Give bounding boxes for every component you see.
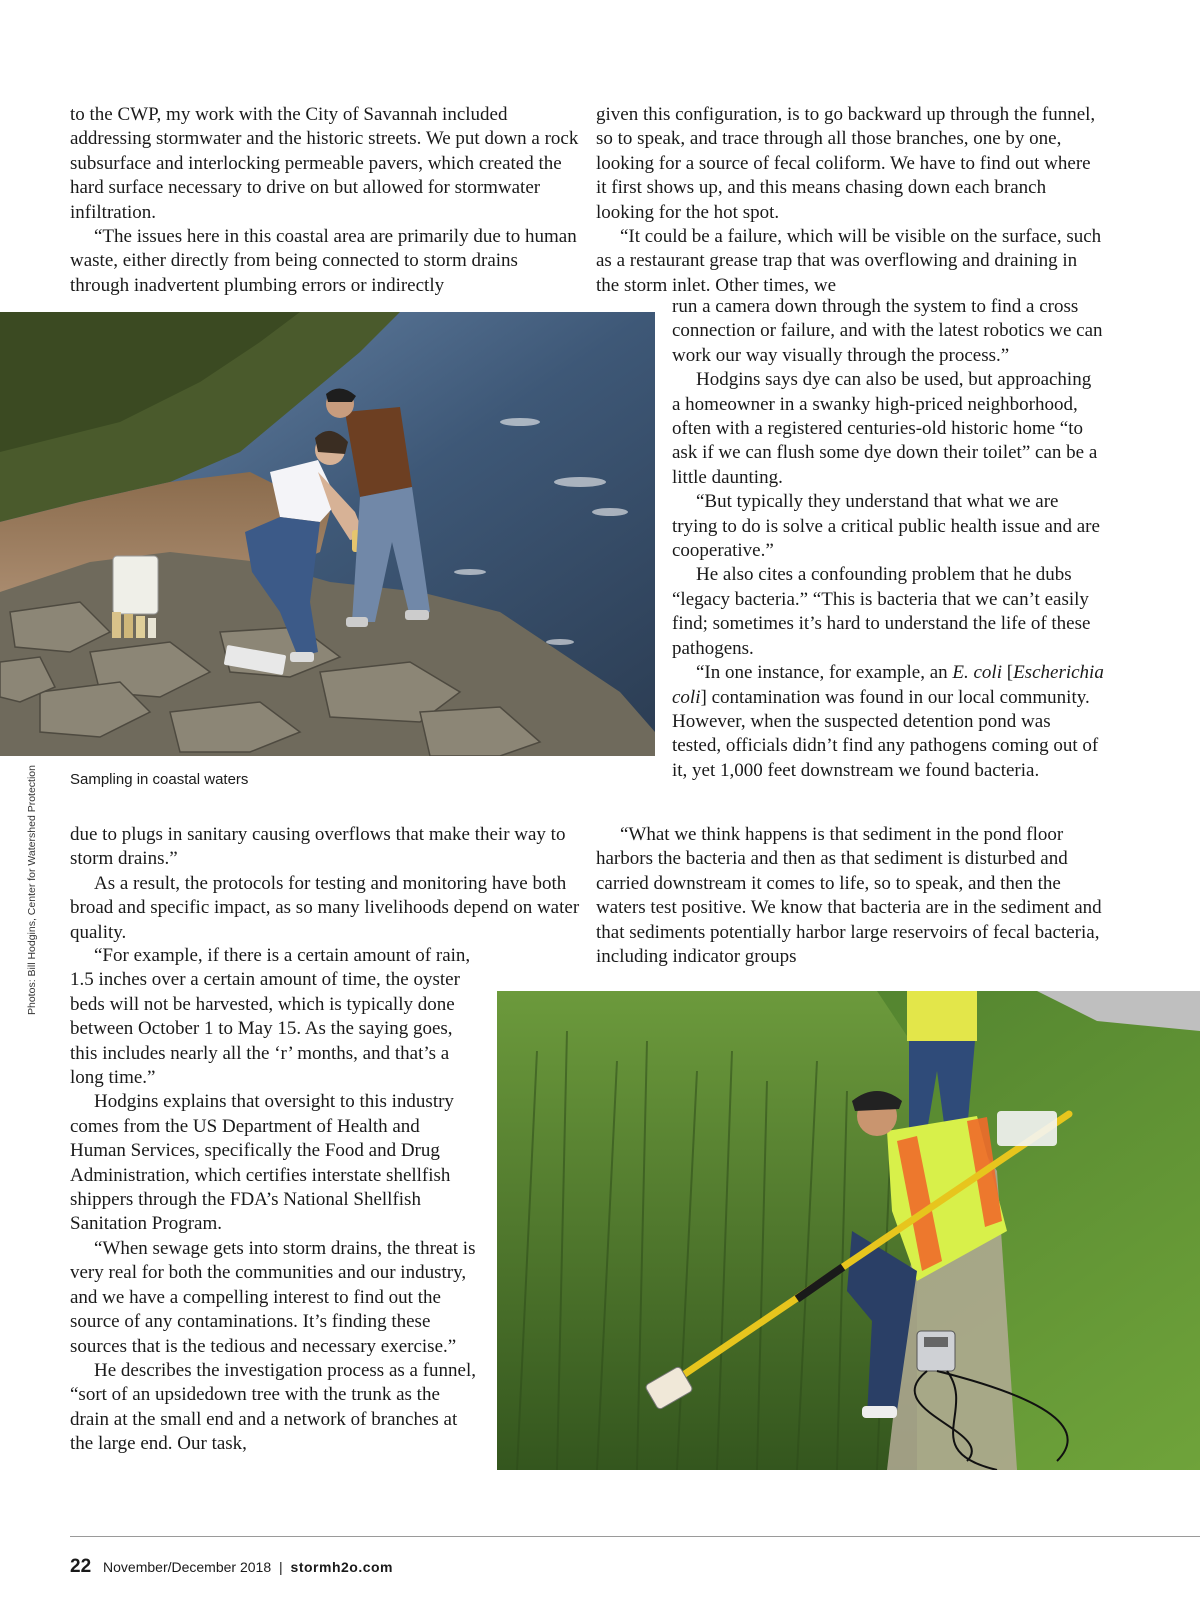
photo-credit: Photos: Bill Hodgins, Center for Watershed Protection xyxy=(26,765,38,1015)
footer-rule xyxy=(70,1536,1200,1537)
paragraph: “For example, if there is a certain amount of rain, 1.5 inches over a certain amount of time, the oyster beds will not be harvested, which is typically done between October 1 to May 15. As the saying goes, this includes nearly all the ‘r’ months, and that’s a long time.” xyxy=(70,945,471,1089)
e-coli-italic: E. coli xyxy=(952,662,1002,684)
issue-date: November/December 2018 xyxy=(103,1559,272,1575)
paragraph: Hodgins explains that oversight to this industry comes from the US Department of Health and Human Services, specifically the Food and Drug Administration, which certifies interstate shellfish shippers through the FDA’s National Shellfish Sanitation Program. xyxy=(70,1091,454,1235)
stormwater-sampling-photo xyxy=(497,991,1200,1470)
column-1-top xyxy=(70,103,580,298)
paragraph: Hodgins says dye can also be used, but approaching a homeowner in a swanky high-priced neighborhood, often with a registered centuries-old historic home “to ask if we can flush some dye down their toilet” can be a little daunting. xyxy=(672,369,1098,488)
paragraph: “It could be a failure, which will be visible on the surface, such as a restaurant grease trap that was overflowing and draining in the storm inlet. Other times, we xyxy=(596,226,1102,296)
column-2-top xyxy=(596,103,1102,298)
column-1-bottom xyxy=(70,823,580,945)
paragraph: run a camera down through the system to find a cross connection or failure, and with the latest robotics we can work our way visually through the process.” xyxy=(672,296,1103,366)
coastal-sampling-photo xyxy=(0,312,655,756)
escherichia-italic: Escherichia coli xyxy=(672,662,1104,708)
paragraph: As a result, the protocols for testing and monitoring have both broad and specific impact, as so many livelihoods depend on water quality. xyxy=(70,872,580,943)
column-2-bottom xyxy=(596,823,1102,969)
page-footer xyxy=(70,1556,393,1578)
page-number: 22 xyxy=(70,1556,92,1577)
column-2-middle xyxy=(672,295,1104,783)
photo-caption: Sampling in coastal waters xyxy=(70,771,249,788)
paragraph: “When sewage gets into storm drains, the threat is very real for both the communities and our industry, and we have a compelling interest to find out the source of any contaminations. It’s finding these sources that is the tedious and necessary exercise.” xyxy=(70,1237,476,1357)
stormwater-sampling-illustration xyxy=(497,991,1200,1470)
paragraph: “What we think happens is that sediment in the pond floor harbors the bacteria and then as that sediment is disturbed and carried downstream it comes to life, so to speak, and then the waters test positive. We know that bacteria are in the sediment and that sediments potentially harbor large reservoirs of fecal bacteria, including indicator groups xyxy=(596,824,1102,968)
paragraph: to the CWP, my work with the City of Savannah included addressing stormwater and the historic streets. We put down a rock subsurface and interlocking permeable pavers, which created the hard surface necessary to drive on but allowed for stormwater infiltration. xyxy=(70,104,579,223)
paragraph: He also cites a confounding problem that he dubs “legacy bacteria.” “This is bacteria that we can’t easily find; sometimes it’s hard to understand the life of these pathogens. xyxy=(672,564,1091,659)
paragraph: given this configuration, is to go backward up through the funnel, so to speak, and trace through all those branches, one by one, looking for a source of fecal coliform. We have to find out where it first shows up, and this means chasing down each branch looking for the hot spot. xyxy=(596,104,1096,223)
footer-separator: | xyxy=(279,1559,283,1575)
paragraph: “In one instance, for example, an E. coli [Escherichia coli] contamination was found in our local community. However, when the suspected detention pond was tested, officials didn’t find any pathogens coming out of it, yet 1,000 feet downstream we found bacteria. xyxy=(672,662,1104,781)
paragraph: He describes the investigation process as a funnel, “sort of an upsidedown tree with the trunk as the drain at the small end and a network of branches at the large end. Our task, xyxy=(70,1359,476,1455)
coastal-sampling-illustration xyxy=(0,312,655,756)
column-1-narrow xyxy=(70,944,478,1457)
paragraph: “But typically they understand that what we are trying to do is solve a critical public health issue and are cooperative.” xyxy=(672,491,1100,562)
website-link[interactable]: stormh2o.com xyxy=(290,1559,394,1575)
paragraph: “The issues here in this coastal area are primarily due to human waste, either directly from being connected to storm drains through inadvertent plumbing errors or indirectly xyxy=(70,226,577,296)
paragraph: due to plugs in sanitary causing overflows that make their way to storm drains.” xyxy=(70,824,566,870)
